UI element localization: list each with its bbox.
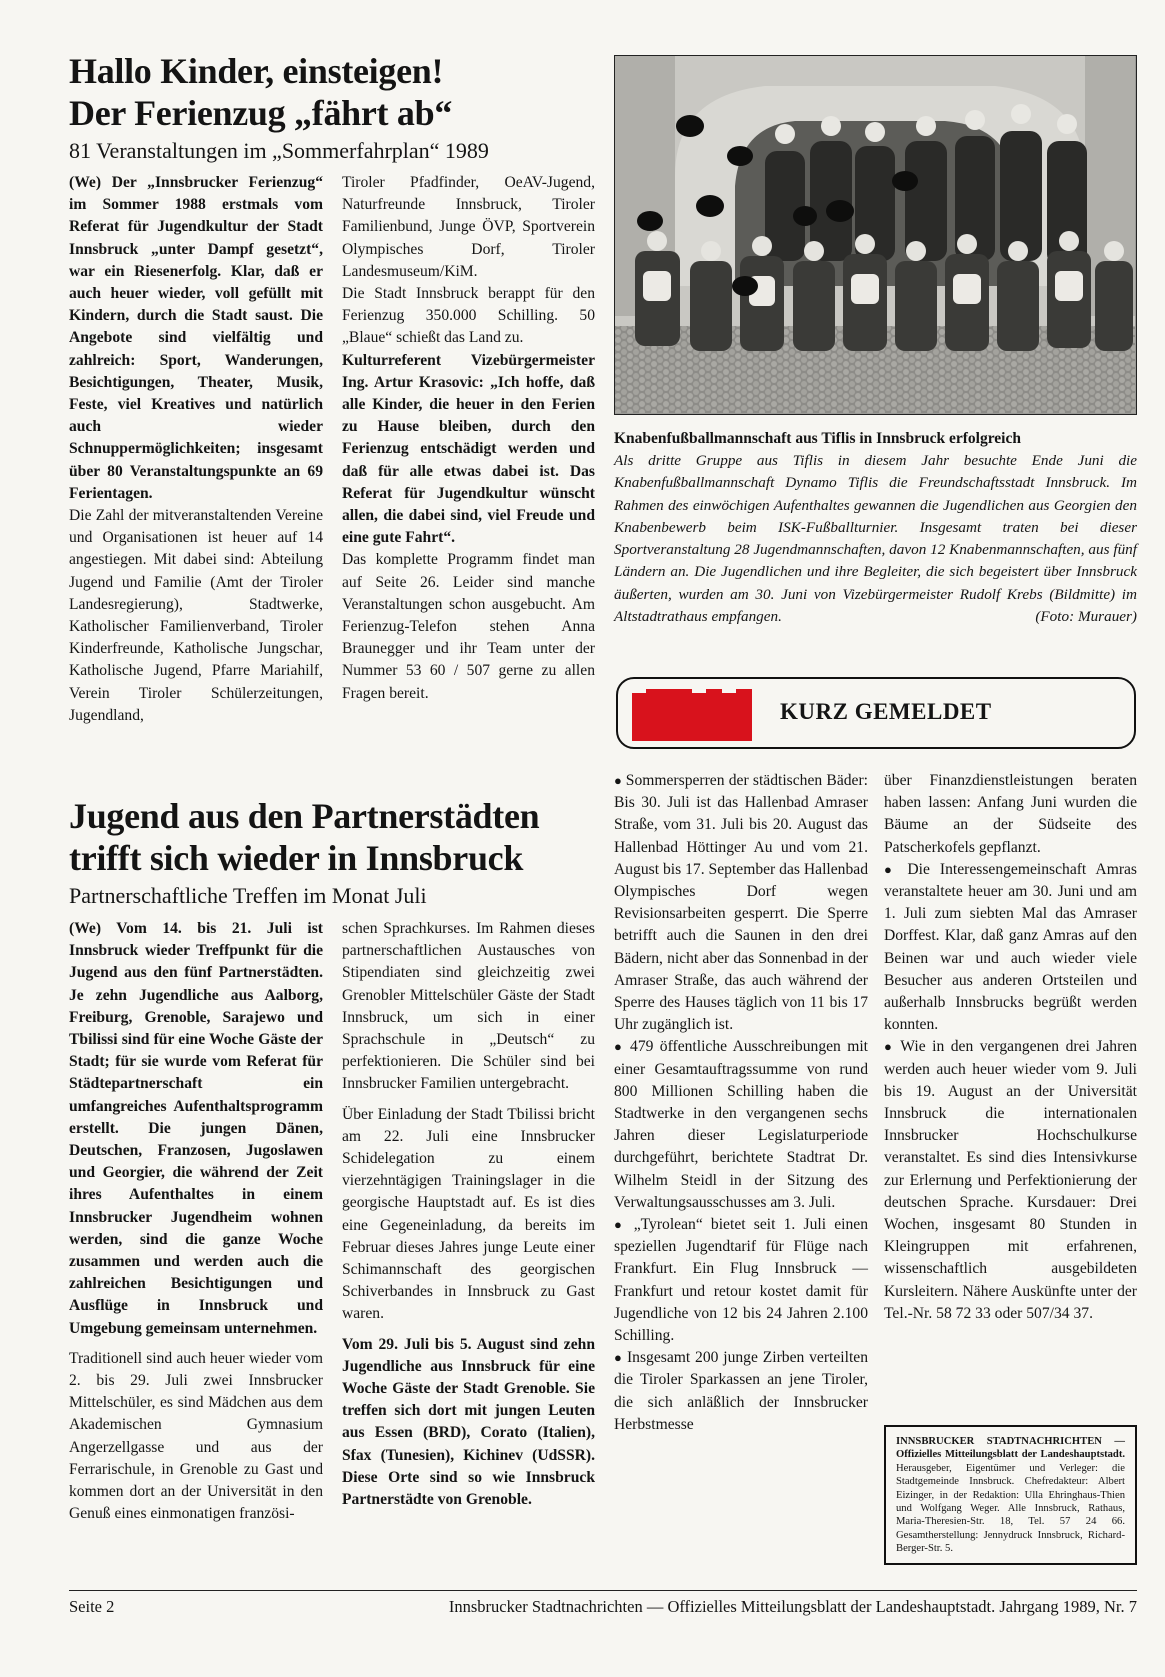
article2-headline-2: trifft sich wieder in Innsbruck xyxy=(69,838,524,878)
kurz-item-zirben: ● Insgesamt 200 junge Zirben verteilten die Tiroler Sparkassen an jene Tiroler, die sich anläßlich der Innsbrucker Herbstmesse xyxy=(614,1347,868,1436)
kurz-gemeldet-banner xyxy=(616,677,1136,749)
kurz-gemeldet-title: KURZ GEMELDET xyxy=(780,699,992,724)
article2-header xyxy=(69,795,589,909)
photo-caption-text xyxy=(614,450,1137,628)
article2-col2-text1: schen Sprachkurses. Im Rahmen dieses partnerschaftlichen Austausches von Stipendiaten sind gleichzeitig zwei Grenobler Mittelschüler Gäste der Stadt Innsbruck, um sich in einer Sprachschule in „Deutsch“ zu perfektionieren. Die Schüler sind bei Innsbrucker Familien untergebracht. xyxy=(342,920,595,1093)
article1-quote: Kulturreferent Vizebürgermeister Ing. Artur Krasovic: „Ich hoffe, daß alle Kinder, die heuer in den Ferien zu Hause bleiben, durch den Ferienzug entschädigt werden und daß für alle etwas dabei ist. Das Referat für Jugendkultur wünscht allen, die dabei sind, viel Freude und eine gute Fahrt“. xyxy=(342,351,595,547)
kurz-col2 xyxy=(884,770,1137,1325)
team-photo-image xyxy=(615,56,1135,413)
team-photo xyxy=(614,55,1137,415)
photo-caption xyxy=(614,428,1137,628)
page-number: Seite 2 xyxy=(69,1597,115,1616)
article1-lead: (We) Der „Innsbrucker Ferienzug“ im Sommer 1988 erstmals vom Referat für Jugendkultur der Stadt Innsbruck „unter Dampf gesetzt“, war ein Riesenerfolg. Klar, daß er auch heuer wieder, voll gefüllt mit Kindern, durch die Stadt saust. Die Angebote sind vielfältig und zahlreich: Sport, Wanderungen, Besichtigungen, Theater, Musik, Feste, viel Kreatives und natürlich auch wieder Schnuppermöglichkeiten; insgesamt über 80 Veranstaltungspunkte an 69 Ferientagen. xyxy=(69,174,323,502)
photo-caption-body: Als dritte Gruppe aus Tiflis in diesem Jahr besuchte Ende Juni die Knabenfußballmannschaft Dynamo Tiflis die Freundschaftsstadt Innsbruck. Im Rahmen des einwöchigen Aufenthaltes gewannen die Jugendlichen aus Georgien den Knabenbewerb beim ISK-Fußballturnier. Insgesamt traten bei dieser Sportveranstaltung 28 Jugendmannschaften, davon 12 Knabenmannschaften, aus fünf Ländern an. Die Jugendlichen und ihre Begleiter, die sich begeistert über Innsbruck äußerten, wurden am 30. Juni von Vizebürgermeister Rudolf Krebs (Bildmitte) im Altstadtrathaus empfangen. xyxy=(614,452,1137,626)
article1-headline-1: Hallo Kinder, einsteigen! xyxy=(69,51,444,91)
kurz-item-ausschreibungen: ● 479 öffentliche Ausschreibungen mit einer Gesamtauftragssumme von rund 800 Millionen Schilling haben die Stadtwerke in den vergangenen sechs Jahren dieser Legislaturperiode durchgeführt, berichtete Stadtrat Dr. Wilhelm Steidl in der Sitzung des Verwaltungsausschusses am 3. Juli. xyxy=(614,1036,868,1214)
kurz-item-tyrolean: ● „Tyrolean“ bietet seit 1. Juli einen speziellen Jugendtarif für Flüge nach Frankfurt. Ein Flug Innsbruck — Frankfurt und retour kostet damit für Jugendliche von 12 bis 24 Jahren 2.100 Schilling. xyxy=(614,1214,868,1347)
imprint-title: INNSBRUCKER STADTNACHRICHTEN — Offizielles Mitteilungsblatt der Landeshauptstadt. xyxy=(896,1436,1125,1461)
article1-header xyxy=(69,50,569,164)
imprint-box xyxy=(884,1425,1137,1565)
article2-col1 xyxy=(69,918,323,1525)
imprint-text: Herausgeber, Eigentümer und Verleger: die Stadtgemeinde Innsbruck. Chefredakteur: Albert Eizinger, in der Redaktion: Ulla Ehringhaus-Thien und Wolfgang Weger. Alle Innsbruck, Rathaus, Maria-Theresien-Str. 18, Tel. 57 24 66. Gesamtherstellung: Jennydruck Innsbruck, Richard-Berger-Str. 5. xyxy=(896,1462,1125,1555)
article2-col1-text: Traditionell sind auch heuer wieder vom 2. bis 29. Juli zwei Innsbrucker Mittelschüler, es sind Mädchen aus dem Akademischen Gymnasium Angerzellgasse und aus der Ferrarischule, in Grenoble zu Gast und kommen dort an der Universität in den Genuß eines einmonatigen französi- xyxy=(69,1349,323,1523)
article1-col2-text1: Tiroler Pfadfinder, OeAV-Jugend, Naturfreunde Innsbruck, Tiroler Familienbund, Junge ÖVP, Sportverein Olympisches Dorf, Tiroler Landesmuseum/KiM. xyxy=(342,174,595,280)
article1-col1 xyxy=(69,172,323,727)
city-logo-icon xyxy=(632,685,752,745)
article2-headline-1: Jugend aus den Partnerstädten xyxy=(69,796,540,836)
article2-col2-bold: Vom 29. Juli bis 5. August sind zehn Jugendliche aus Innsbruck für eine Woche Gäste der Stadt Grenoble. Sie treffen sich dort mit jungen Leuten aus Essen (BRD), Corato (Italien), Sfax (Tunesien), Kichinev (UdSSR). Diese Orte sind so wie Innsbruck Partnerstädte von Grenoble. xyxy=(342,1335,595,1509)
article1-col2-text2: Die Stadt Innsbruck berappt für den Ferienzug 350.000 Schilling. 50 „Blaue“ schießt das Land zu. xyxy=(342,285,595,347)
article2-lead: (We) Vom 14. bis 21. Juli ist Innsbruck wieder Treffpunkt für die Jugend aus den fünf Partnerstädten. Je zehn Jugendliche aus Aalborg, Freiburg, Grenoble, Sarajewo und Tbilissi sind für eine Woche Gäste der Stadt; für sie wurde vom Referat für Städtepartnerschaft ein umfangreiches Aufenthaltsprogramm erstellt. Die jungen Dänen, Deutschen, Franzosen, Jugoslawen und Georgier, die während der Zeit ihres Aufenthaltes in einem Innsbrucker Jugendheim wohnen werden, sind die ganze Woche zusammen und werden auch die zahlreichen Besichtigungen und Ausflüge in Innsbruck und Umgebung gemeinsam unternehmen. xyxy=(69,920,323,1337)
article2-subhead: Partnerschaftliche Treffen im Monat Juli xyxy=(69,883,427,908)
photo-caption-title: Knabenfußballmannschaft aus Tiflis in Innsbruck erfolgreich xyxy=(614,430,1021,447)
article1-headline-2: Der Ferienzug „fährt ab“ xyxy=(69,93,453,133)
page-footer xyxy=(69,1590,1137,1616)
article1-col1-text: Die Zahl der mitveranstaltenden Vereine und Organisationen ist heuer auf 14 angestiegen. Mit dabei sind: Abteilung Jugend und Familie (Amt der Tiroler Landesregierung), Stadtwerke, Katholischer Familienverband, Tiroler Kinderfreunde, Katholische Jungschar, Katholische Jugend, Pfarre Mariahilf, Verein Tiroler Schülerzeitungen, Jugendland, xyxy=(69,507,323,724)
article2-col2-text2: Über Einladung der Stadt Tbilissi bricht am 22. Juli eine Innsbrucker Schidelegation zu einem vierzehntägigen Trainingslager in die georgische Hauptstadt auf. Es ist dies eine Gegeneinladung, da bereits im Februar dieses Jahres junge Leute einer Schimannschaft des georgischen Schiverbandes in Innsbruck zu Gast waren. xyxy=(342,1105,595,1323)
kurz-col1 xyxy=(614,770,868,1436)
article2-col2 xyxy=(342,918,595,1511)
footer-publication-line: Innsbrucker Stadtnachrichten — Offizielles Mitteilungsblatt der Landeshauptstadt. Jahrgang 1989, Nr. 7 xyxy=(448,1597,1137,1616)
kurz-item-zirben-cont: über Finanzdienstleistungen beraten haben lassen: Anfang Juni wurden die Bäume an der Südseite des Patscherkofels gepflanzt. xyxy=(884,772,1137,856)
kurz-item-baeder: ● Sommersperren der städtischen Bäder: Bis 30. Juli ist das Hallenbad Amraser Straße, vom 31. Juli bis 20. August das Hallenbad Höttinger Au und vom 21. August bis 17. September das Hallenbad Olympisches Dorf wegen Revisionsarbeiten gesperrt. Die Sperre betrifft auch die Saunen in den drei Bädern, nicht aber das Sonnenbad in der Amraser Straße, das auch während der Sperre des Hauses täglich von 11 bis 17 Uhr zugänglich ist. xyxy=(614,770,868,1036)
kurz-item-hochschulkurse: ● Wie in den vergangenen drei Jahren werden auch heuer wieder vom 9. Juli bis 19. August an der Universität Innsbruck die internationalen Innsbrucker Hochschulkurse veranstaltet. Es sind dies Intensivkurse zur Erlernung und Perfektionierung der deutschen Sprache. Kursdauer: Drei Wochen, insgesamt 80 Stunden in Kleingruppen mit erfahrenen, wissenschaftlich ausgebildeten Kursleitern. Nähere Auskünfte unter der Tel.-Nr. 58 72 33 oder 507/34 37. xyxy=(884,1036,1137,1325)
kurz-item-dorffest: ● Die Interessengemeinschaft Amras veranstaltete heuer am 30. Juni und am 1. Juli zum siebten Mal das Amraser Dorffest. Klar, daß ganz Amras auf den Beinen war und auch wieder viele Besucher aus anderen Ortsteilen und außerhalb Innsbrucks begrüßt werden konnten. xyxy=(884,859,1137,1037)
photo-credit: (Foto: Murauer) xyxy=(1035,608,1137,626)
article1-subhead: 81 Veranstaltungen im „Sommerfahrplan“ 1989 xyxy=(69,138,489,163)
article1-col2 xyxy=(342,172,595,705)
article1-col2-text3: Das komplette Programm findet man auf Seite 26. Leider sind manche Veranstaltungen schon ausgebucht. Am Ferienzug-Telefon stehen Anna Braunegger und ihr Team unter der Nummer 53 60 / 507 gerne zu allen Fragen bereit. xyxy=(342,551,595,702)
